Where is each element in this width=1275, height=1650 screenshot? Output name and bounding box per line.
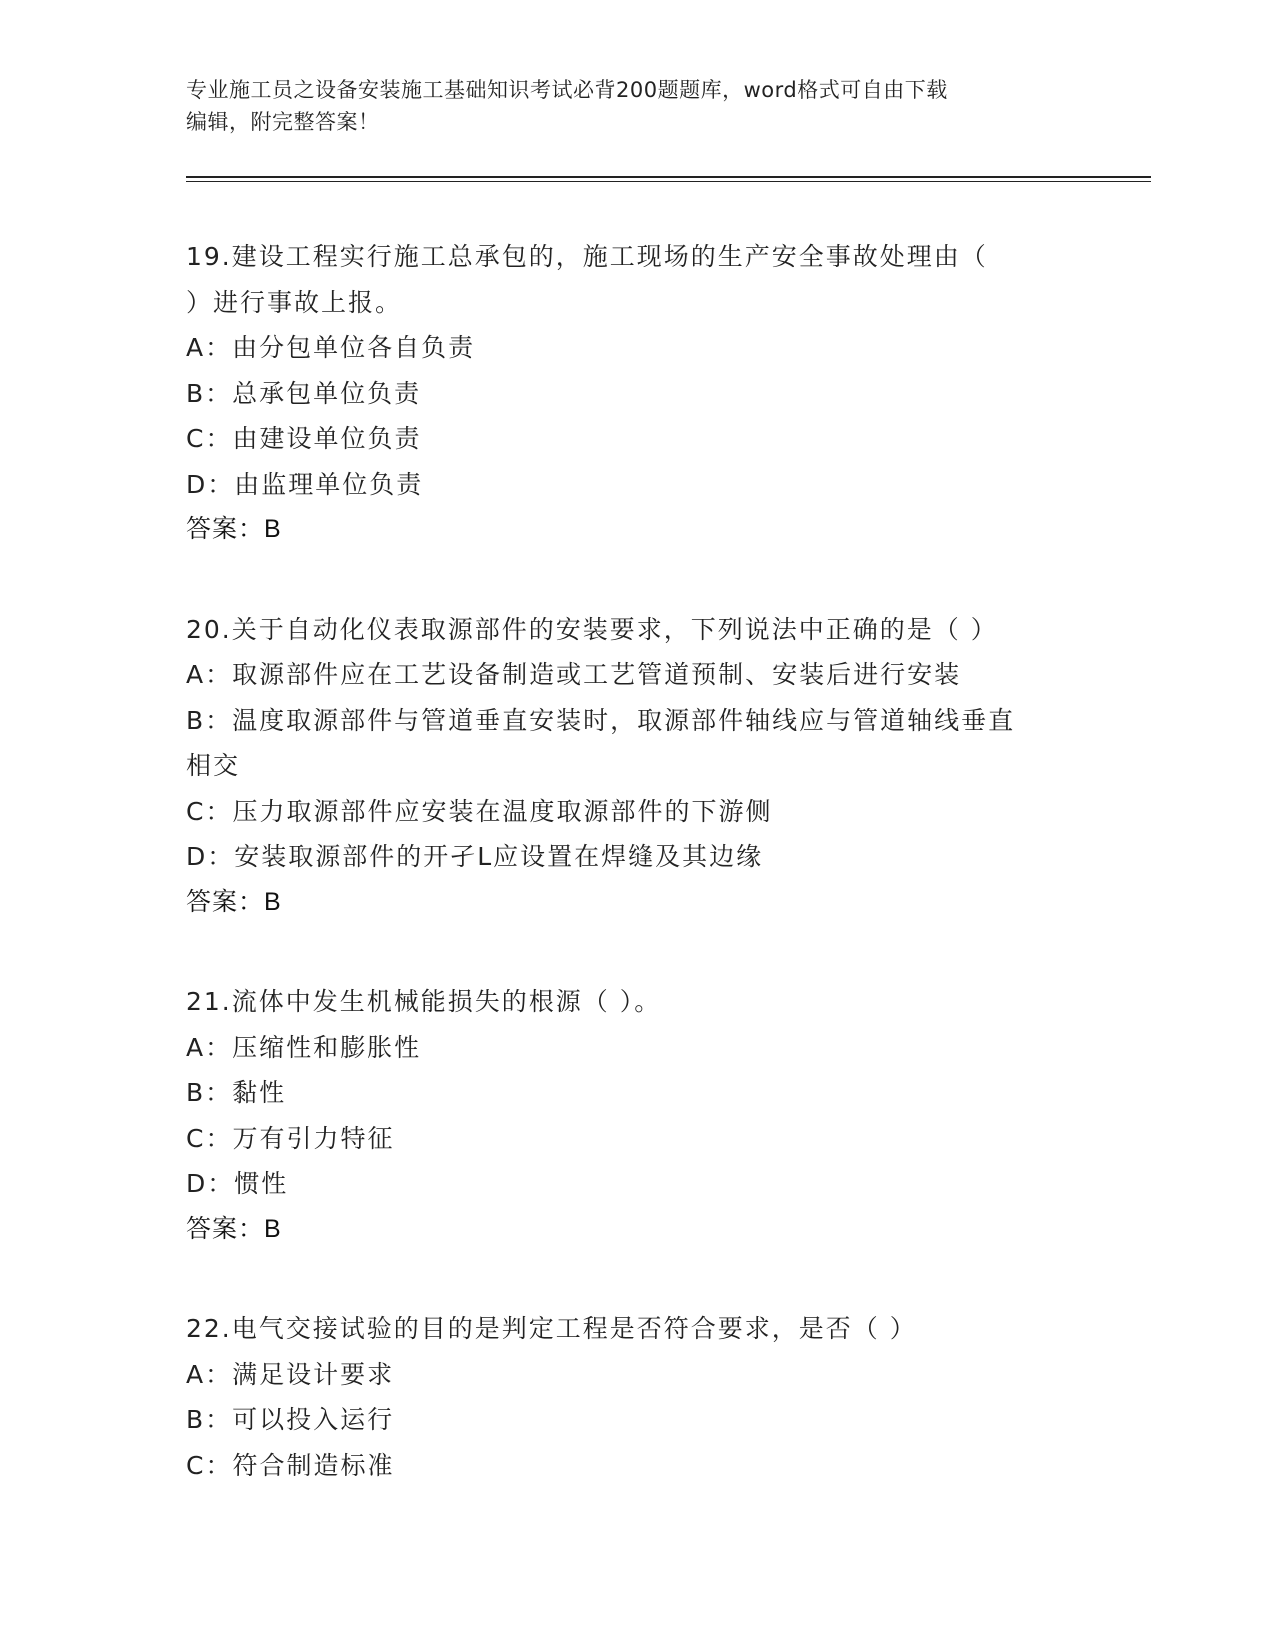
option-d: D：惯性 — [186, 1169, 289, 1198]
question-21 — [186, 979, 1086, 1252]
question-stem: 22.电气交接试验的目的是判定工程是否符合要求，是否（ ） — [186, 1314, 917, 1343]
question-list — [186, 234, 1086, 1542]
option-c: C：由建设单位负责 — [186, 424, 422, 453]
option-a: A：由分包单位各自负责 — [186, 333, 476, 362]
question-19 — [186, 234, 1086, 553]
question-stem: 20.关于自动化仪表取源部件的安装要求，下列说法中正确的是（ ） — [186, 614, 998, 644]
option-d: D：安装取源部件的开孑L应设置在焊缝及其边缘 — [186, 842, 764, 871]
option-a: A：压缩性和膨胀性 — [186, 1032, 422, 1062]
question-stem-continued: ）进行事故上报。 — [186, 287, 403, 317]
option-c: C：压力取源部件应安装在温度取源部件的下游侧 — [186, 796, 773, 826]
option-b: B：可以投入运行 — [186, 1405, 395, 1434]
header-line-1: 专业施工员之设备安装施工基础知识考试必背200题题库，word格式可自由下载 — [186, 78, 948, 102]
option-c: C：万有引力特征 — [186, 1123, 395, 1153]
question-22 — [186, 1306, 1086, 1488]
option-b: B：黏性 — [186, 1078, 287, 1107]
header-line-2: 编辑，附完整答案！ — [186, 110, 380, 134]
option-c: C：符合制造标准 — [186, 1450, 395, 1480]
document-header — [186, 74, 1066, 138]
option-a: A：取源部件应在工艺设备制造或工艺管道预制、安装后进行安装 — [186, 660, 962, 689]
option-a: A：满足设计要求 — [186, 1359, 395, 1389]
header-divider-thick — [186, 176, 1151, 178]
question-stem: 21.流体中发生机械能损失的根源（ ）。 — [186, 987, 662, 1016]
answer: 答案：B — [186, 1214, 282, 1243]
option-b-continued: 相交 — [186, 751, 241, 780]
answer: 答案：B — [186, 515, 282, 543]
question-stem: 19.建设工程实行施工总承包的，施工现场的生产安全事故处理由（ — [186, 242, 988, 271]
question-20 — [186, 607, 1086, 926]
option-b: B：温度取源部件与管道垂直安装时，取源部件轴线应与管道轴线垂直 — [186, 705, 1016, 735]
answer: 答案：B — [186, 887, 282, 916]
option-d: D：由监理单位负责 — [186, 469, 424, 499]
header-divider-thin — [186, 181, 1151, 182]
option-b: B：总承包单位负责 — [186, 378, 422, 408]
